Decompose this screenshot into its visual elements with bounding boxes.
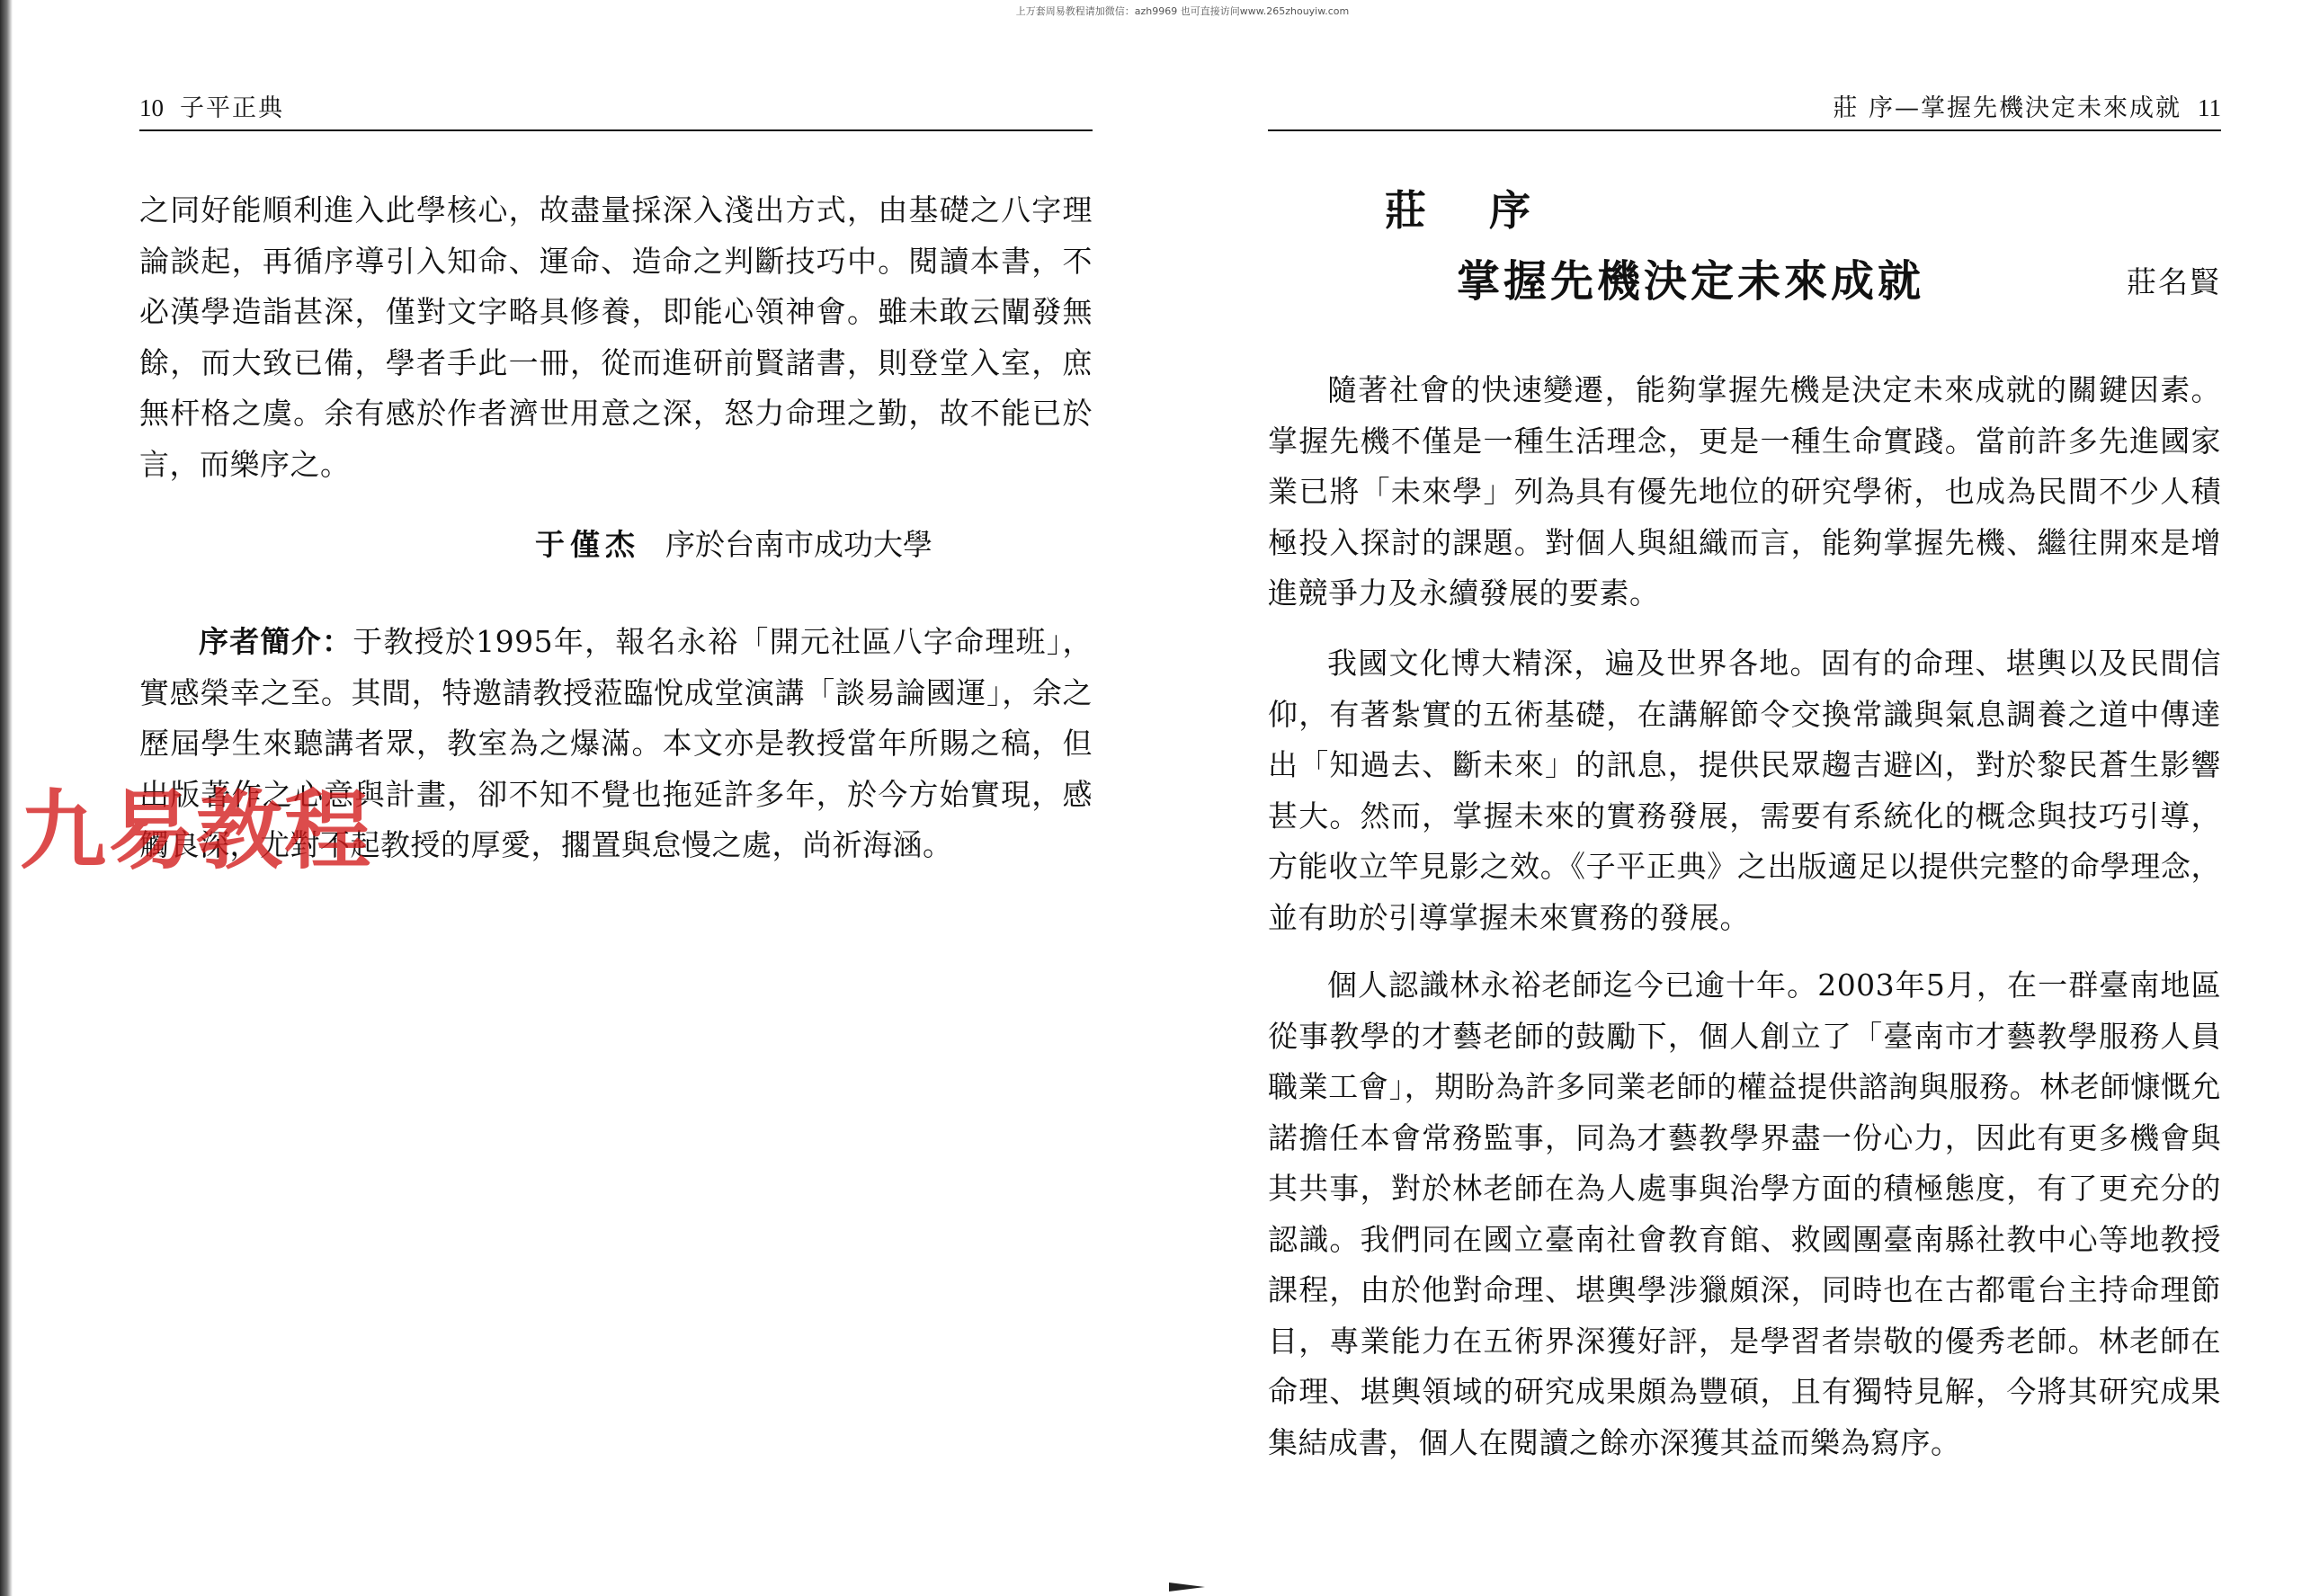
right-paragraph-3: 個人認識林永裕老師迄今已逾十年。2003年5月，在一群臺南地區從事教學的才藝老師的鼓勵下，個人創立了「臺南市才藝教學服務人員職業工會」，期盼為許多同業老師的權益提供諮詢與服務。林老師慷慨允諾擔任本會常務監事，同為才藝教學界盡一份心力，因此有更多機會與其共事，對於林老師在為人處事與治學方面的積極態度，有了更充分的認識。我們同在國立臺南社會教育館、救國團臺南縣社教中心等地教授課程，由於他對命理、堪輿學涉獵頗深，同時也在古都電台主持命理節目，專業能力在五術界深獲好評，是學習者崇敬的優秀老師。林老師在命理、堪輿領域的研究成果頗為豐碩，且有獨特見解，今將其研究成果集結成書，個人在閱讀之餘亦深獲其益而樂為寫序。 bbox=[1268, 967, 2221, 1460]
right-header-rule bbox=[1268, 129, 2221, 131]
signature bbox=[535, 522, 932, 564]
chapter-subtitle: 掌握先機決定未來成就 bbox=[1457, 256, 1925, 307]
chapter-title: 莊序 bbox=[1385, 186, 1593, 235]
right-running-title: 莊 序—掌握先機決定未來成就 bbox=[1833, 94, 2182, 122]
right-page bbox=[1268, 0, 2221, 1596]
left-running-title: 子平正典 bbox=[180, 94, 284, 122]
signature-text: 序於台南市成功大學 bbox=[665, 527, 932, 562]
scan-edge bbox=[0, 0, 13, 1596]
right-page-number: 11 bbox=[2198, 94, 2221, 121]
right-running-head bbox=[1833, 88, 2221, 123]
right-paragraph-2: 我國文化博大精深，遍及世界各地。固有的命理、堪輿以及民間信仰，有著紮實的五術基礎，在講解節令交換常識與氣息調養之道中傳達出「知過去、斷未來」的訊息，提供民眾趨吉避凶，對於黎民蒼生影響甚大。然而，掌握未來的實務發展，需要有系統化的概念與技巧引導，方能收立竿見影之效。《子平正典》之出版適足以提供完整的命學理念，並有助於引導掌握未來實務的發展。 bbox=[1268, 646, 2221, 935]
bio-label: 序者簡介： bbox=[199, 624, 353, 659]
watermark-text: 九易教程 bbox=[20, 780, 372, 881]
author-name: 莊名賢 bbox=[2127, 264, 2221, 299]
signature-name: 于僅杰 bbox=[535, 527, 640, 562]
left-header-rule bbox=[139, 129, 1093, 131]
right-paragraph-1: 隨著社會的快速變遷，能夠掌握先機是決定未來成就的關鍵因素。掌握先機不僅是一種生活理念，更是一種生命實踐。當前許多先進國家業已將「未來學」列為具有優先地位的研究學術，也成為民間不少人積極投入探討的課題。對個人與組織而言，能夠掌握先機、繼往開來是增進競爭力及永續發展的要素。 bbox=[1268, 372, 2221, 611]
left-page-number: 10 bbox=[139, 94, 164, 121]
scan-arrow-mark bbox=[1169, 1583, 1205, 1592]
left-running-head bbox=[139, 88, 284, 123]
bio-text: 于教授於1995年，報名永裕「開元社區八字命理班」，實感榮幸之至。其間，特邀請教授蒞臨悅成堂演講「談易論國運」，余之歷屆學生來聽講者眾，教室為之爆滿。本文亦是教授當年所賜之稿，但出版著作之心意與計畫，卻不知不覺也拖延許多年，於今方始實現，感觸良深，尤對不起教授的厚愛，擱置與怠慢之處，尚祈海涵。 bbox=[139, 624, 1093, 862]
left-paragraph-1: 之同好能順利進入此學核心，故盡量採深入淺出方式，由基礎之八字理論談起，再循序導引入知命、運命、造命之判斷技巧中。閱讀本書，不必漢學造詣甚深，僅對文字略具修養，即能心領神會。雖未敢云闡發無餘，而大致已備，學者手此一冊，從而進研前賢諸書，則登堂入室，庶無杆格之虞。余有感於作者濟世用意之深，怒力命理之勤，故不能已於言，而樂序之。 bbox=[139, 192, 1093, 482]
top-note: 上万套周易教程请加微信：azh9969 也可直接访问www.265zhouyiw.com bbox=[1015, 5, 1350, 17]
